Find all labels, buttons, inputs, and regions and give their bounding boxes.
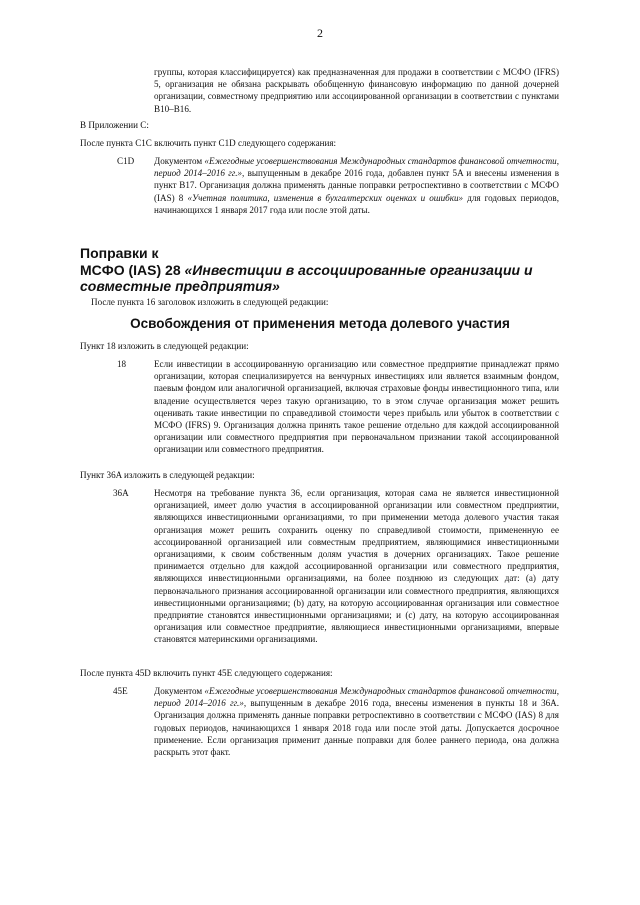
c1d-text-e: для годовых периодов, начинающихся 1 января 2017 года или после этой даты. bbox=[154, 192, 559, 215]
paragraph-45e bbox=[154, 685, 559, 758]
heading-title-part2: совместные предприятия» bbox=[80, 278, 280, 294]
amendments-heading-line2 bbox=[80, 262, 560, 279]
paragraph-number-c1d: C1D bbox=[117, 156, 135, 166]
amendments-heading-line3 bbox=[80, 278, 280, 295]
instruction-after-16: После пункта 16 заголовок изложить в следующей редакции: bbox=[91, 297, 329, 307]
paragraph-number-45e: 45E bbox=[113, 686, 128, 696]
paragraph-18: Если инвестиции в ассоциированную организацию или совместное предприятие принадлежат прямо организации, которая специализируется на венчурных инвестициях или является взаимным фондом, паевым фондом или аналогичной организацией, включая страховые фонды инвестиционного типа, или владение осуществляется через такую организацию, то в этом случае организация может решить оценивать такие инвестиции по справедливой стоимости через прибыль или убыток в соответствии с МСФО (IFRS) 9. Организация должна принять такое решение отдельно для каждой ассоциированной организации или совместного предприятия при первоначальном признании такой ассоциированной организации или совместного предприятия. bbox=[154, 359, 559, 455]
instruction-45e: После пункта 45D включить пункт 45E следующего содержания: bbox=[80, 668, 333, 678]
instruction-c1d: После пункта C1C включить пункт C1D следующего содержания: bbox=[80, 138, 337, 148]
appendix-c-note: В Приложении С: bbox=[80, 120, 149, 130]
c1d-doc-title: «Ежегодные усовершенствования Международных стандартов финансовой отчетности, период 2014–2016 гг.» bbox=[154, 156, 559, 179]
instruction-18: Пункт 18 изложить в следующей редакции: bbox=[80, 341, 249, 351]
p45e-text-a: Документом bbox=[154, 686, 205, 696]
c1d-text-a: Документом bbox=[154, 156, 205, 166]
c1d-text-c: , выпущенным в декабре 2016 года, добавлен пункт 5A и внесены изменения в пункт B17. Организация должна применять данные поправки ретроспективно в соответствии с МСФО (IAS) 8 bbox=[154, 168, 559, 203]
instruction-36a: Пункт 36A изложить в следующей редакции: bbox=[80, 470, 255, 480]
paragraph-number-18: 18 bbox=[117, 359, 127, 369]
heading-standard: МСФО (IAS) 28 bbox=[80, 262, 185, 278]
page-number: 2 bbox=[317, 26, 323, 40]
c1d-standard-title: «Учетная политика, изменения в бухгалтерских оценках и ошибки» bbox=[187, 192, 464, 203]
paragraph-continuation: группы, которая классифицируется) как предназначенная для продажи в соответствии с МСФО (IFRS) 5, организация не обязана раскрывать обобщенную финансовую информацию по данной дочерней организации, совместному предприятию или ассоциированной организации в соответствии с пунктами B10–B16. bbox=[154, 67, 559, 114]
paragraph-c1d bbox=[154, 155, 559, 216]
amendments-heading-line1: Поправки к bbox=[80, 245, 159, 261]
paragraph-number-36a: 36A bbox=[113, 488, 129, 498]
heading-title-part1: «Инвестиции в ассоциированные организации и bbox=[184, 262, 533, 278]
p45e-text-c: , выпущенным в декабре 2016 года, внесены изменения в пункты 18 и 36A. Организация должна применять данные поправки ретроспективно в соответствии с МСФО (IAS) 8 для годовых периодов, начинающихся 1 января 2018 года или после этой даты. Допускается досрочное применение. Если организация применит данные поправки для более раннего периода, она должна раскрыть этот факт. bbox=[154, 698, 560, 758]
section-subheading: Освобождения от применения метода долевого участия bbox=[130, 316, 510, 331]
p45e-doc-title: «Ежегодные усовершенствования Международных стандартов финансовой отчетности, период 2014–2016 гг.» bbox=[154, 686, 559, 709]
paragraph-36a: Несмотря на требование пункта 36, если организация, которая сама не является инвестиционной организацией, имеет долю участия в ассоциированной организации или совместном предприятии, являющихся инвестиционными организациями, то при применении метода долевого участия такая организация может решить сохранить оценку по справедливой стоимости, примененную ее ассоциированной организацией или совместным предприятием, являющимися инвестиционными организациями, к своим собственным долям участия в дочерних организациях. Такое решение принимается отдельно для каждой ассоциированной организации или совместного предприятия, являющихся инвестиционными организациями, на более позднюю из следующих дат: (a) дату первоначального признания ассоциированной организации или совместного предприятия, являющихся инвестиционными организациями; (b) дату, на которую ассоциированная организация или совместное предприятие становятся инвестиционными организациями; и (c) дату, на которую ассоциированная организация или совместное предприятие, являющиеся инвестиционными организациями, впервые становятся материнскими организациями. bbox=[154, 488, 559, 645]
